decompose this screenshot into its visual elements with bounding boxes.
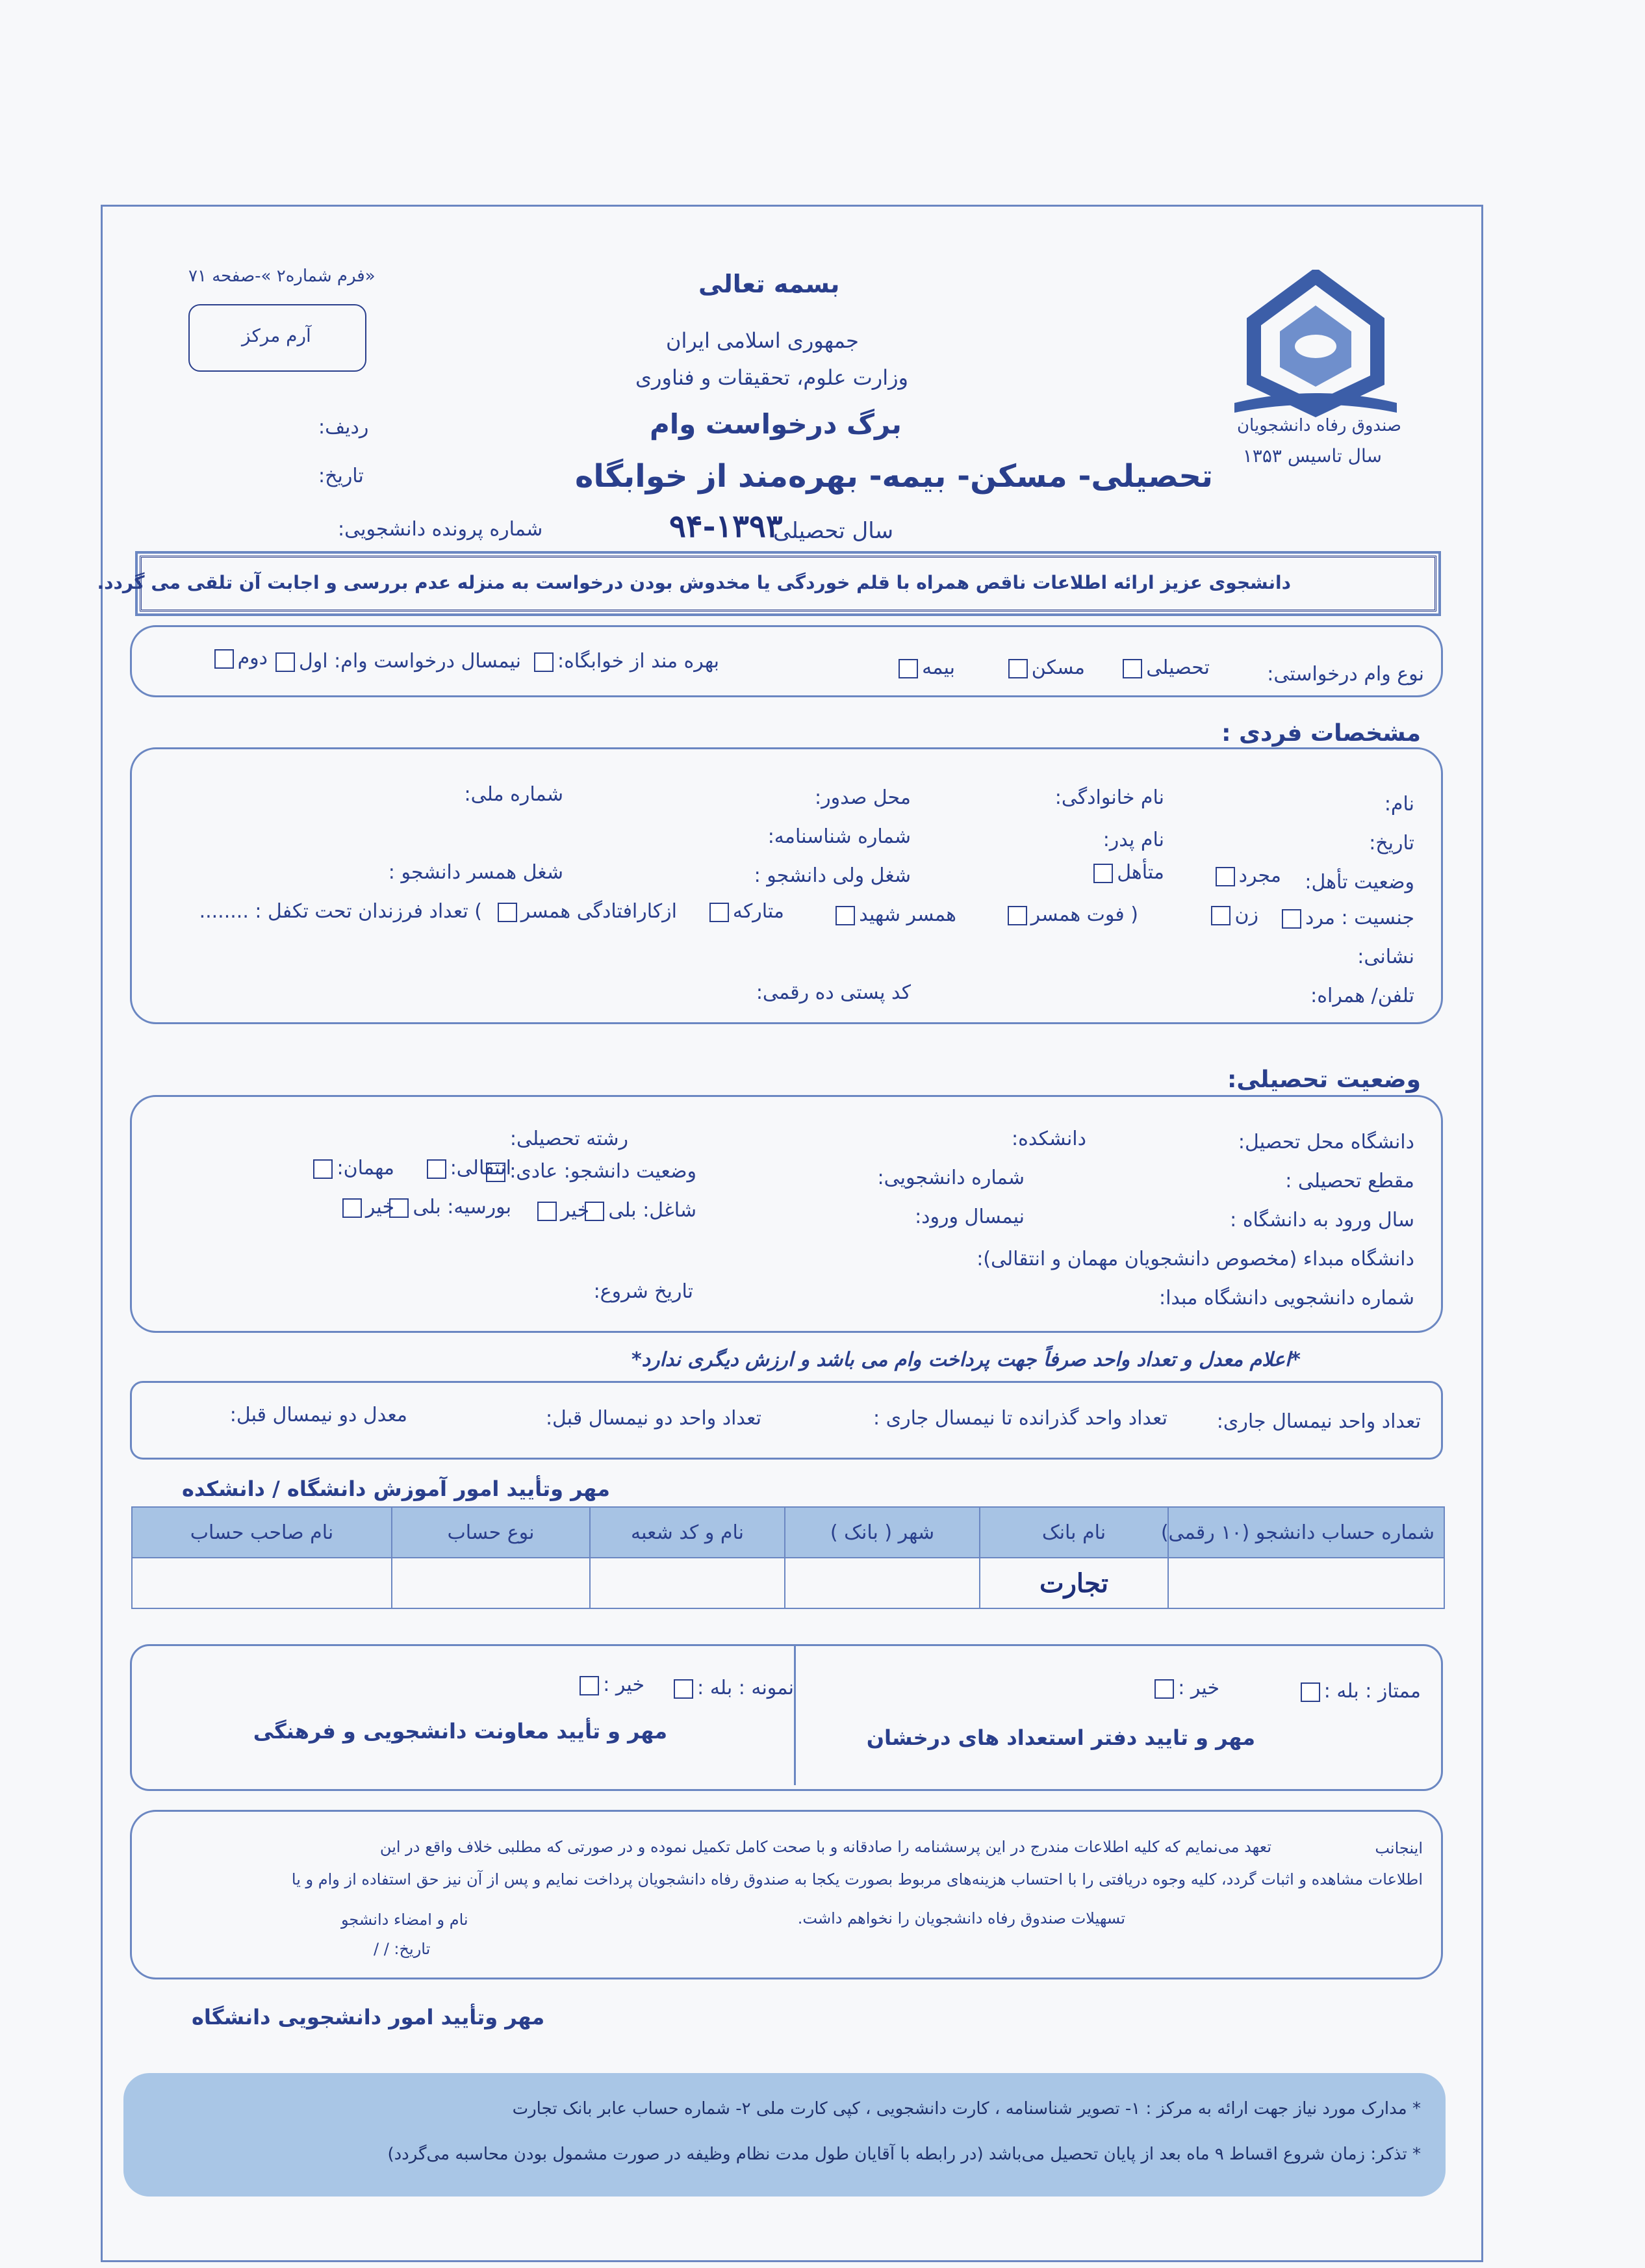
passed-units-field[interactable]: تعداد واحد گذرانده تا نیمسال جاری :	[873, 1407, 1167, 1430]
national-id-field[interactable]: شماره ملی:	[464, 783, 563, 806]
guardian-job-field[interactable]: شغل ولی دانشجو :	[754, 864, 911, 887]
spouse-job-field[interactable]: شغل همسر دانشجو :	[388, 861, 563, 884]
start-date-field[interactable]: تاریخ شروع:	[593, 1280, 693, 1303]
founded-year: سال تاسیس ۱۳۵۳	[1242, 445, 1382, 467]
signature-label: نام و امضاء دانشجو	[341, 1911, 468, 1929]
level-field[interactable]: مقطع تحصیلی :	[1285, 1170, 1414, 1192]
origin-student-number-field[interactable]: شماره دانشجویی دانشگاه مبدا:	[1158, 1287, 1414, 1309]
bank-account-table	[131, 1506, 1445, 1609]
cultural-deputy-stamp: مهر و تأیید معاونت دانشجویی و فرهنگی	[253, 1719, 667, 1744]
logo-caption: صندوق رفاه دانشجویان	[1236, 416, 1401, 435]
dob-field[interactable]: تاریخ:	[1369, 832, 1414, 855]
cell-account-type[interactable]	[392, 1558, 590, 1608]
two-semester-units-field[interactable]: تعداد واحد دو نیمسال قبل:	[545, 1407, 761, 1430]
bank-table-header	[132, 1507, 1444, 1558]
married-option[interactable]: متأهل	[1090, 861, 1164, 884]
file-number-label: شماره پرونده دانشجویی:	[338, 518, 543, 541]
marital-label: وضعیت تأهل:	[1305, 871, 1414, 894]
semester-first[interactable]: نیمسال درخواست وام: اول	[272, 650, 521, 673]
required-documents-note: * مدارک مورد نیاز جهت ارائه به مرکز : ۱- تصویر شناسنامه ، کارت دانشجویی ، کپی کارت ملی ۲- شماره حساب عابر بانک تجارت	[512, 2099, 1421, 2119]
talent-office-stamp: مهر و تایید دفتر استعداد های درخشان	[866, 1725, 1255, 1750]
loan-type-label: نوع وام درخواستی:	[1267, 663, 1424, 686]
student-affairs-stamp: مهر وتأیید امور دانشجویی دانشگاه	[192, 2005, 545, 2030]
deceased-spouse-option[interactable]: ( فوت همسر	[1004, 903, 1138, 927]
origin-university-field[interactable]: دانشگاه مبداء (مخصوص دانشجویان مهمان و انتقالی):	[976, 1248, 1414, 1270]
header-account-holder: نام صاحب حساب	[132, 1507, 392, 1558]
bismillah: بسمه تعالی	[698, 270, 840, 298]
header-account-number: شماره حساب دانشجو (۱۰ رقمی)	[1168, 1507, 1444, 1558]
faculty-field[interactable]: دانشکده:	[1012, 1128, 1086, 1150]
country-name: جمهوری اسلامی ایران	[666, 328, 859, 353]
education-section-title: وضعیت تحصیلی:	[1227, 1066, 1421, 1093]
status-transfer-option[interactable]: انتقالی:	[423, 1157, 511, 1180]
student-number-field[interactable]: شماره دانشجویی:	[877, 1166, 1025, 1189]
header-branch: نام و کد شعبه	[590, 1507, 785, 1558]
bank-table-row	[132, 1558, 1444, 1608]
current-units-field[interactable]: تعداد واحد نیمسال جاری:	[1216, 1410, 1421, 1433]
gender-male-option[interactable]: جنسیت : مرد	[1278, 907, 1414, 930]
notice-text: دانشجوی عزیز ارائه اطلاعات ناقص همراه با قلم خوردگی یا مخدوش بودن درخواست به منزله عدم بررسی و اجابت آن تلقی می گردد.	[97, 572, 1291, 593]
row-label: ردیف:	[318, 416, 369, 439]
pledge-line-2: اطلاعات مشاهده و اثبات گردد، کلیه وجوه دریافتی را با احتساب هزینه‌های مربوط بصورت یکجا به صندوق رفاه دانشجویان پرداخت نمایم و پس از آن نیز حق استفاده از وام و یا	[291, 1870, 1423, 1888]
model-no-option[interactable]: خیر :	[576, 1673, 644, 1697]
academic-year-label: سال تحصیلی	[773, 518, 894, 544]
status-guest-option[interactable]: مهمان:	[309, 1157, 394, 1180]
entry-semester-field[interactable]: نیمسال ورود:	[915, 1205, 1025, 1228]
pledge-date[interactable]: تاریخ: / /	[374, 1940, 431, 1958]
cell-account-holder[interactable]	[132, 1558, 392, 1608]
fund-logo	[1221, 270, 1410, 439]
loan-option-dorm[interactable]: بهره مند از خوابگاه:	[530, 650, 719, 673]
children-count-field[interactable]: ) تعداد فرزندان تحت تکفل : ........	[199, 900, 482, 923]
gender-female-option[interactable]: زن	[1207, 903, 1258, 927]
loan-option-education[interactable]: تحصیلی	[1119, 656, 1210, 680]
father-field[interactable]: نام پدر:	[1103, 829, 1164, 851]
footer-notes-box	[123, 2073, 1446, 2197]
gpa-note: *اعلام معدل و تعداد واحد صرفاً جهت پرداخت وام می باشد و ارزش دیگری ندارد*	[631, 1348, 1301, 1371]
disabled-spouse-option[interactable]: ازکارافتادگی همسر	[494, 900, 677, 923]
family-field[interactable]: نام خانوادگی:	[1054, 786, 1164, 809]
status-regular-option[interactable]: وضعیت دانشجو: عادی:	[482, 1160, 696, 1183]
model-yes-option[interactable]: نمونه : بله :	[670, 1677, 794, 1700]
pledge-box	[130, 1810, 1443, 1979]
single-option[interactable]: مجرد	[1212, 864, 1281, 888]
semester-second[interactable]: دوم	[210, 647, 268, 670]
martyr-spouse-option[interactable]: همسر شهید	[832, 903, 956, 927]
scholarship-yes-option[interactable]: بورسیه: بلی	[385, 1196, 511, 1219]
date-label: تاریخ:	[318, 465, 364, 487]
header-account-type: نوع حساب	[392, 1507, 590, 1558]
cell-bank-city[interactable]	[785, 1558, 980, 1608]
id-number-field[interactable]: شماره شناسنامه:	[767, 825, 911, 848]
cell-bank-name[interactable]: تجارت	[980, 1558, 1168, 1608]
pledge-line-1: تعهد می‌نمایم که کلیه اطلاعات مندرج در این پرسشنامه را صادقانه و با صحت کامل تکمیل نموده و در صورتی که مطلبی خلاف واقع در این	[379, 1838, 1271, 1856]
form-title: برگ درخواست وام	[650, 408, 902, 440]
personal-section-title: مشخصات فردی :	[1221, 720, 1421, 747]
approval-divider	[794, 1646, 796, 1785]
ministry-name: وزارت علوم، تحقیقات و فناوری	[635, 365, 908, 390]
employed-yes-option[interactable]: شاغل: بلی	[581, 1199, 696, 1222]
entry-year-field[interactable]: سال ورود به دانشگاه :	[1230, 1209, 1414, 1231]
cell-branch[interactable]	[590, 1558, 785, 1608]
postal-code-field[interactable]: کد پستی ده رقمی:	[756, 981, 911, 1004]
gpa-field[interactable]: معدل دو نیمسال قبل:	[229, 1404, 407, 1426]
scholarship-no-option[interactable]: خیر	[338, 1196, 394, 1219]
faculty-stamp-label: مهر وتأیید امور آموزش دانشگاه / دانشکده	[182, 1476, 610, 1501]
approval-box	[130, 1644, 1443, 1791]
phone-field[interactable]: تلفن/ همراه:	[1310, 985, 1414, 1007]
university-field[interactable]: دانشگاه محل تحصیل:	[1238, 1131, 1414, 1153]
pledge-intro: اینجانب	[1375, 1839, 1423, 1857]
pledge-line-3: تسهیلات صندوق رفاه دانشجویان را نخواهم داشت.	[797, 1909, 1125, 1927]
exemplary-yes-option[interactable]: ممتاز : بله :	[1297, 1680, 1421, 1703]
major-field[interactable]: رشته تحصیلی:	[509, 1128, 628, 1150]
employed-no-option[interactable]: خیر	[533, 1199, 589, 1222]
header-bank-name: نام بانک	[980, 1507, 1168, 1558]
exemplary-no-option[interactable]: خیر :	[1151, 1677, 1219, 1700]
loan-option-housing[interactable]: مسکن	[1004, 656, 1085, 680]
form-reference: «فرم شماره۲ »-صفحه ۷۱	[188, 266, 376, 286]
center-logo-label: آرم مرکز	[242, 325, 311, 346]
cell-account-number[interactable]	[1168, 1558, 1444, 1608]
address-field[interactable]: نشانی:	[1357, 946, 1414, 968]
form-subtitle: تحصیلی- مسکن- بیمه- بهره‌مند از خوابگاه	[575, 458, 1214, 495]
repayment-note: * تذکر: زمان شروع اقساط ۹ ماه بعد از پایان تحصیل می‌باشد (در رابطه با آقایان طول مدت نظام وظیفه در صورت مشمول بودن محاسبه می‌گردد)	[387, 2145, 1421, 2164]
loan-option-insurance[interactable]: بیمه	[895, 656, 955, 680]
name-field[interactable]: نام:	[1384, 793, 1414, 816]
academic-year-value: ۹۴-۱۳۹۳	[669, 508, 783, 545]
separated-option[interactable]: متارکه	[706, 900, 784, 923]
header-bank-city: شهر ( بانک )	[785, 1507, 980, 1558]
issue-place-field[interactable]: محل صدور:	[815, 786, 911, 809]
